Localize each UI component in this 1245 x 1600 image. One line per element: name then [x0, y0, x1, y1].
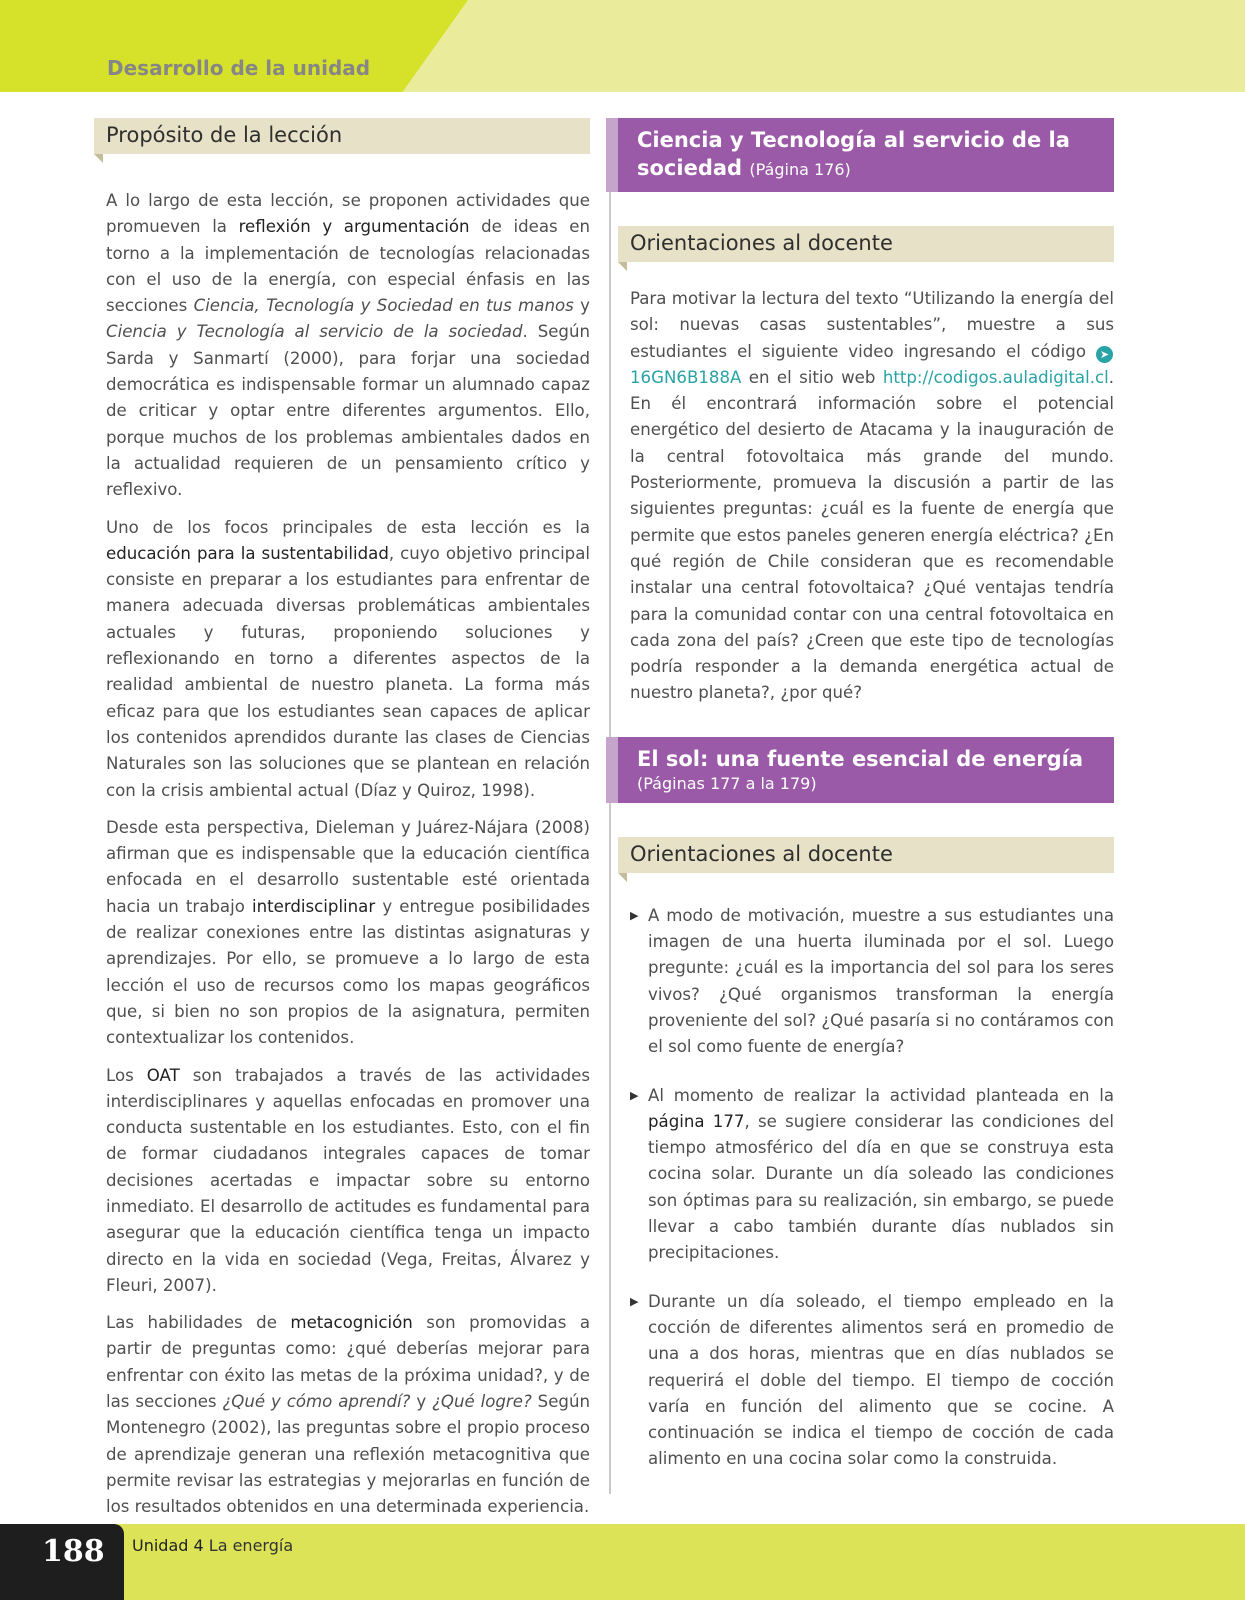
right-column	[618, 118, 1114, 1495]
text: . Según Sarda y Sanmartí (2000), para forjar una sociedad democrática es indispensable formar un alumnado capaz de criticar y optar entre diferentes argumentos. Ello, porque muchos de los problemas ambientales dados en la actualidad requieren de un pensamiento crítico y reflexivo.	[106, 322, 591, 500]
bullet-text: Durante un día soleado, el tiempo empleado en la cocción de diferentes alimentos será en promedio de una a dos horas, mientras que en días nublados se requerirá el doble del tiempo. El tiempo de cocción varía en función del alimento que se cocine. A continuación se indica el tiempo de cocción de cada alimento en una cocina solar como la construida.	[648, 1291, 1114, 1469]
italic-text: ¿Qué y cómo aprendí?	[222, 1392, 411, 1412]
bullet-text: , se sugiere considerar las condiciones del tiempo atmosférico del día en que se construya esta cocina solar. Durante un día soleado las condiciones son óptimas para su realización, sin embargo, se puede llevar a cabo también durante días nublados sin precipitaciones.	[648, 1111, 1114, 1263]
bullet-list	[630, 903, 1114, 1473]
list-item	[630, 903, 1114, 1061]
heading-title: El sol: una fuente esencial de energía	[637, 746, 1083, 771]
heading-title: Ciencia y Tecnología al servicio de la sociedad	[637, 128, 1070, 180]
text: y entregue posibilidades de realizar conexiones entre las distintas asignaturas y aprendizajes. Por ello, se promueve a lo largo de esta lección el uso de recursos como los mapas geográficos que, si bien no son propios de la asignatura, permiten contextualizar los contenidos.	[106, 896, 590, 1048]
text: en el sitio web	[741, 367, 883, 387]
heading-pages: (Páginas 177 a la 179)	[637, 773, 817, 793]
paragraph-2	[106, 515, 590, 804]
paragraph-5	[106, 1310, 590, 1520]
unit-label: Unidad 4	[132, 1536, 204, 1555]
paragraph-3	[106, 815, 590, 1052]
highlight-text: página 177	[648, 1111, 745, 1131]
section-heading-ciencia-tecnologia	[606, 118, 1114, 192]
triangle-right-icon: ▶	[630, 1088, 639, 1102]
page-number: 188	[42, 1534, 105, 1569]
text: Para motivar la lectura del texto “Utilizando la energía del sol: nuevas casas sustentables”, muestre a sus estudiantes el siguiente video ingresando el código	[630, 289, 1114, 361]
text: A lo largo de esta lección, se proponen actividades que promueven la	[106, 191, 590, 237]
heading-title-wrap	[637, 126, 1100, 184]
text: Las habilidades de	[106, 1313, 291, 1333]
text: Desde esta perspectiva, Dieleman y Juárez-Nájara (2008) afirman que es indispensable que la educación científica enfocada en el desarrollo sustentable esté orientada hacia un trabajo	[106, 817, 590, 916]
highlight-text: metacognición	[290, 1313, 413, 1333]
section-label-text: Propósito de la lección	[106, 123, 343, 147]
heading-pages: (Página 176)	[749, 160, 851, 179]
triangle-right-icon: ▶	[630, 908, 639, 922]
highlight-text: educación para la sustentabilidad	[106, 543, 389, 563]
text: Los	[106, 1065, 147, 1085]
left-column	[94, 118, 590, 1532]
arrow-badge-icon: ➤	[1096, 346, 1113, 363]
text: , cuyo objetivo principal consiste en preparar a los estudiantes para enfrentar de manera adecuada diversas problemáticas ambientales actuales y futuras, proponiendo soluciones y reflexionando en torno a diferentes aspectos de la realidad ambiental de nuestro planeta. La forma más eficaz para que los estudiantes sean capaces de aplicar los contenidos aprendidos durante las clases de Ciencias Naturales son las soluciones que se plantean en relación con la crisis ambiental actual (Díaz y Quiroz, 1998).	[106, 543, 590, 800]
highlight-text: OAT	[146, 1065, 180, 1085]
highlight-text: reflexión y argumentación	[238, 217, 470, 237]
footer-unit	[132, 1536, 293, 1555]
section-label-text: Orientaciones al docente	[630, 231, 893, 255]
header-title: Desarrollo de la unidad	[107, 56, 371, 80]
text: y	[410, 1392, 433, 1412]
highlight-text: interdisciplinar	[252, 896, 376, 916]
section-label-orientaciones-2	[618, 837, 1114, 873]
text: Según Montenegro (2002), las preguntas sobre el propio proceso de aprendizaje generan una reflexión metacognitiva que permite revisar las estrategias y mejorarlas en función de los resultados obtenidos en una determinada experiencia.	[106, 1392, 590, 1517]
text: de ideas en torno a la implementación de tecnologías relacionadas con el uso de la energía, con especial énfasis en las secciones	[106, 217, 590, 316]
section-label-proposito	[94, 118, 590, 154]
website-link[interactable]: http://codigos.auladigital.cl	[882, 367, 1109, 387]
unit-title: La energía	[208, 1536, 294, 1555]
list-item	[630, 1083, 1114, 1267]
bullet-text: Al momento de realizar la actividad planteada en la	[648, 1085, 1114, 1105]
paragraph-4	[106, 1063, 590, 1300]
column-divider	[609, 118, 611, 1494]
italic-text: ¿Qué logre?	[432, 1392, 532, 1412]
text: . En él encontrará información sobre el potencial energético del desierto de Atacama y la inauguración de la central fotovoltaica más grande del mundo. Posteriormente, promueva la discusión a partir de las siguientes preguntas: ¿cuál es la fuente de energía que permite que estos paneles generen energía eléctrica? ¿En qué región de Chile consideran que es recomendable instalar una central fotovoltaica? ¿Qué ventajas tendría para la comunidad contar con una central fotovoltaica en cada zona del país? ¿Creen que este tipo de tecnologías podría responder a la demanda energética actual de nuestro planeta?, ¿por qué?	[630, 367, 1114, 703]
text: Uno de los focos principales de esta lección es la	[106, 517, 590, 537]
list-item	[630, 1289, 1114, 1473]
italic-text: Ciencia y Tecnología al servicio de la sociedad	[106, 322, 523, 342]
section-label-text: Orientaciones al docente	[630, 841, 893, 866]
code-text: 16GN6B188A	[630, 367, 742, 387]
text: son trabajados a través de las actividades interdisciplinares y aquellas enfocadas en promover una conducta sustentable en los estudiantes. Esto, con el fin de formar ciudadanos integrales capaces de tomar decisiones acertadas e impactar sobre su entorno inmediato. El desarrollo de actitudes es fundamental para asegurar que la educación científica tenga un impacto directo en la vida en sociedad (Vega, Freitas, Álvarez y Fleuri, 2007).	[106, 1065, 590, 1295]
italic-text: Ciencia, Tecnología y Sociedad en tus manos	[193, 296, 574, 316]
section-label-orientaciones-1	[618, 226, 1114, 262]
text: son promovidas a partir de preguntas como: ¿qué deberías mejorar para enfrentar con éxito las metas de la próxima unidad?, y de las secciones	[106, 1313, 591, 1412]
orientaciones-paragraph	[630, 286, 1114, 707]
triangle-right-icon: ▶	[630, 1294, 639, 1308]
text: y	[573, 296, 590, 316]
section-heading-el-sol	[606, 737, 1114, 803]
paragraph-1	[106, 188, 590, 504]
bullet-text: A modo de motivación, muestre a sus estudiantes una imagen de una huerta iluminada por el sol. Luego pregunte: ¿cuál es la importancia del sol para los seres vivos? ¿Qué organismos transforman la energía proveniente del sol? ¿Qué pasaría si no contáramos con el sol como fuente de energía?	[648, 905, 1114, 1057]
